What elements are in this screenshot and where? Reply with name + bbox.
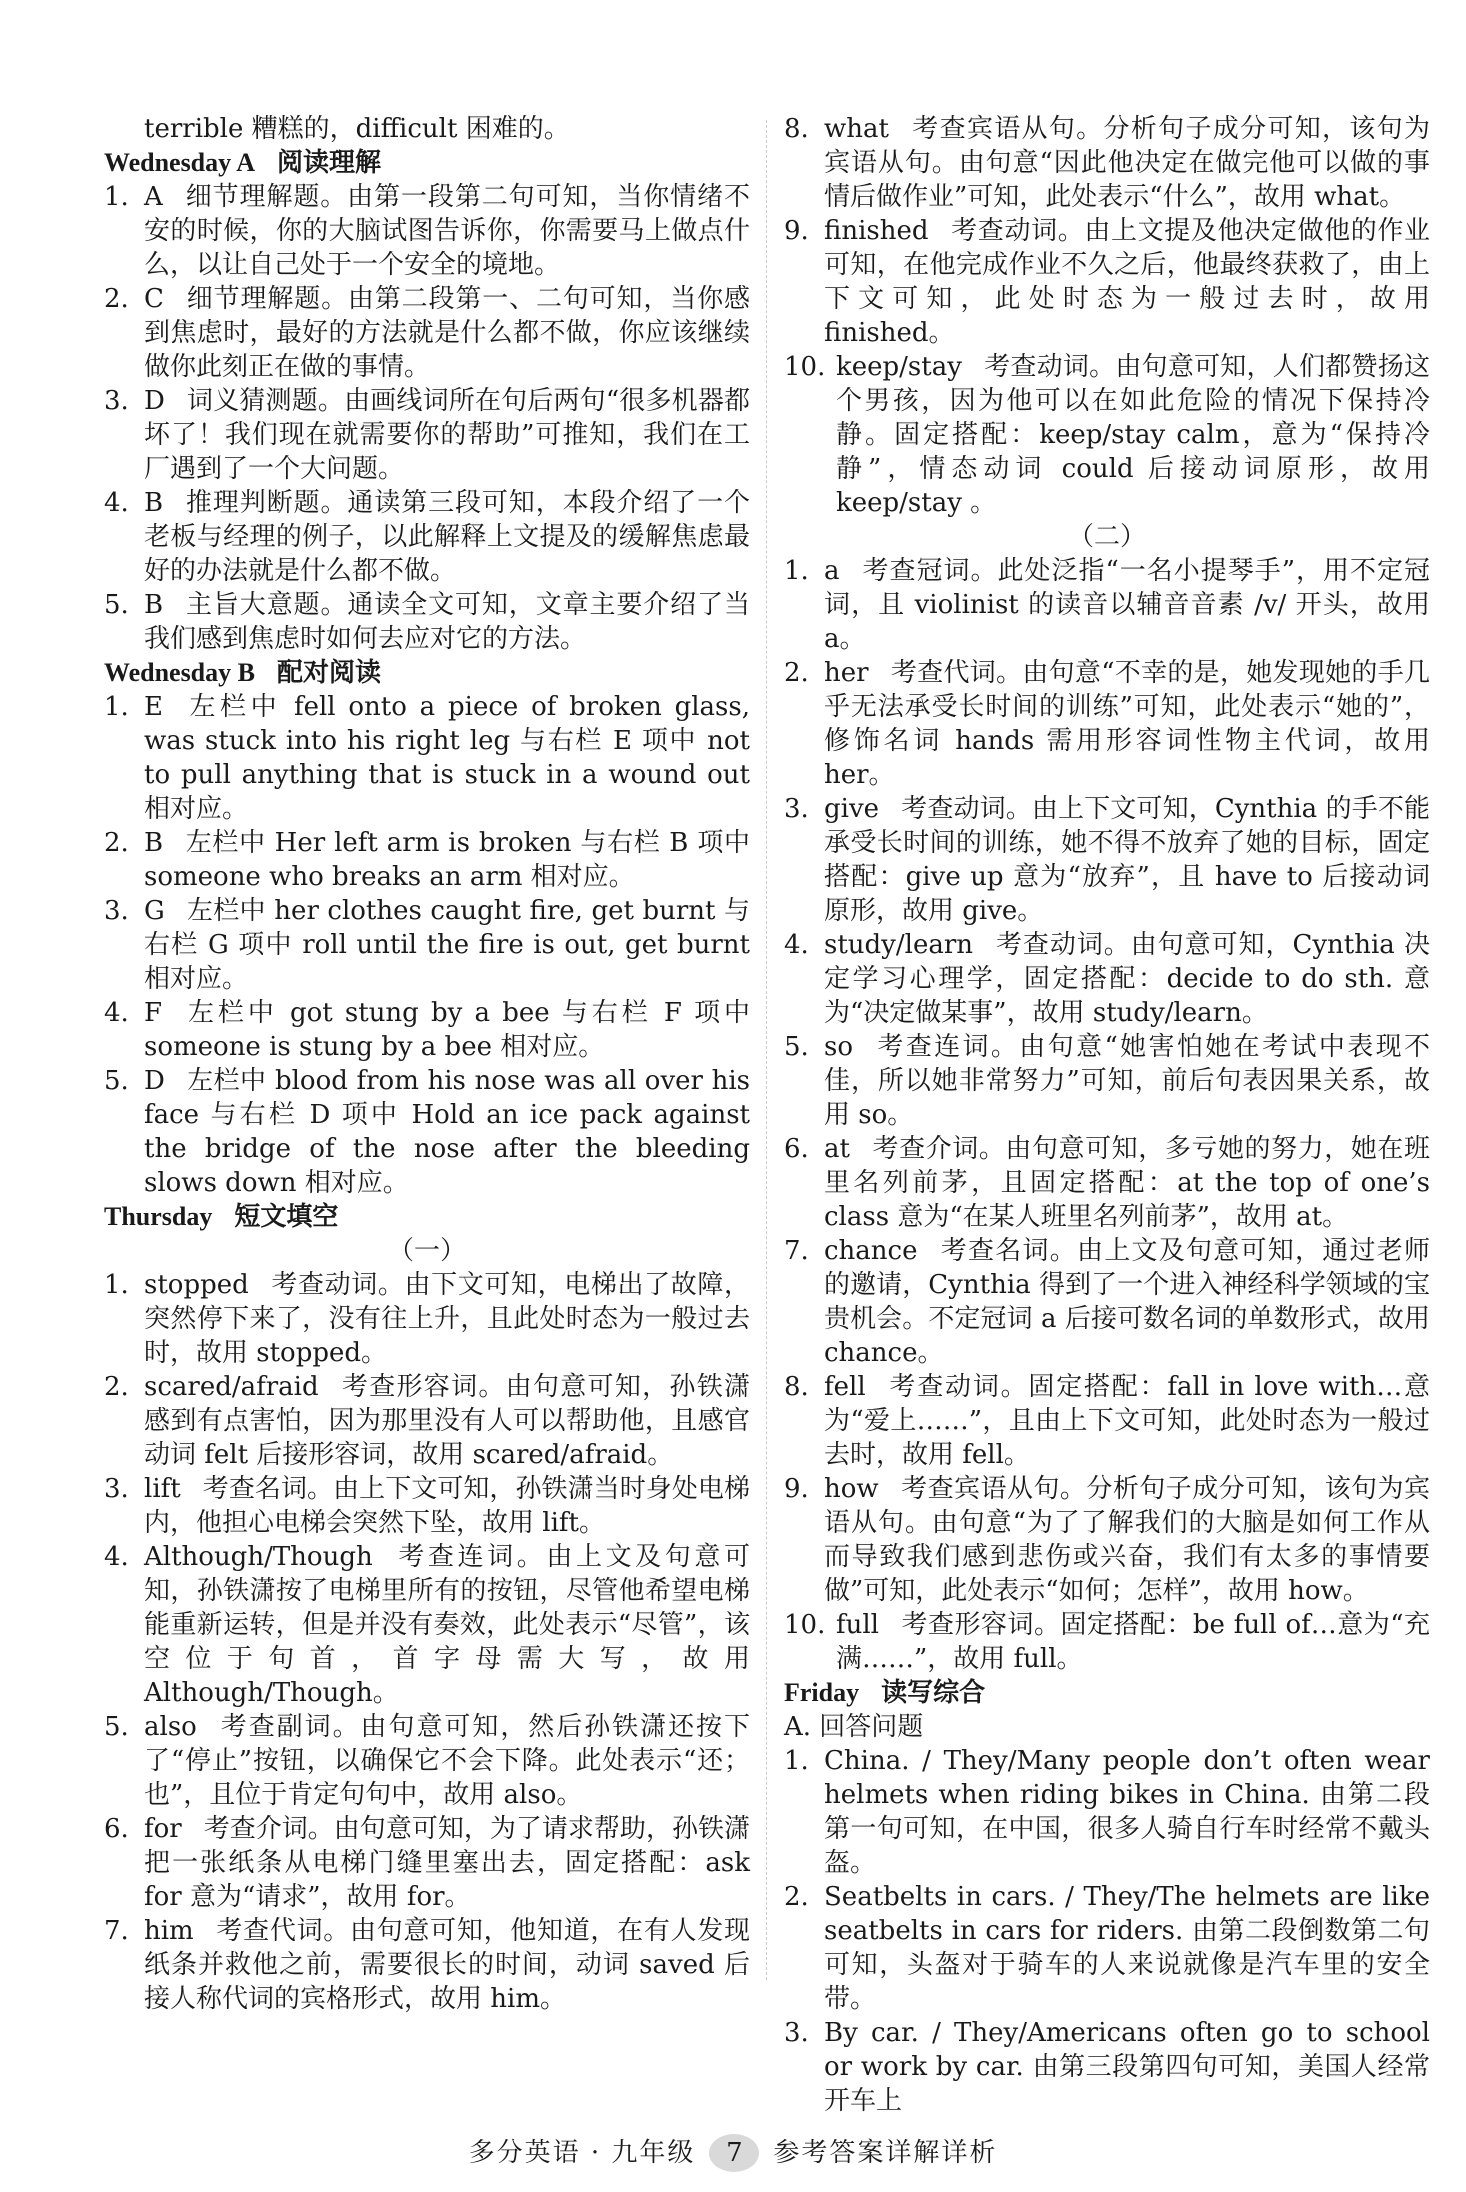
item-number: 1. bbox=[784, 556, 809, 586]
explanation-text: 考查形容词。固定搭配：be full of…意为“充满……”，故用 full。 bbox=[836, 1610, 1430, 1674]
answer-item bbox=[784, 554, 1430, 656]
explanation-text: 左栏中 her clothes caught fire, get burnt 与右栏 G 项中 roll until the fire is out, get burnt 相对应。 bbox=[144, 896, 750, 994]
answer-item bbox=[104, 384, 750, 486]
answer-key: at bbox=[824, 1134, 850, 1164]
sub-heading: A. 回答问题 bbox=[784, 1712, 924, 1742]
subsection-marker: （一） bbox=[387, 1236, 466, 1266]
answer-key: C bbox=[144, 284, 164, 314]
answer-item bbox=[784, 928, 1430, 1030]
answer-item bbox=[104, 1472, 750, 1540]
answer-item bbox=[784, 1132, 1430, 1234]
answer-item bbox=[104, 1710, 750, 1812]
answer-item bbox=[104, 588, 750, 656]
answer-item bbox=[784, 112, 1430, 214]
explanation-text: 考查介词。由句意可知，多亏她的努力，她在班里名列前茅，且固定搭配：at the top of one’s class 意为“在某人班里名列前茅”，故用 at。 bbox=[824, 1134, 1430, 1232]
explanation-text: 主旨大意题。通读全文可知，文章主要介绍了当我们感到焦虑时如何去应对它的方法。 bbox=[144, 590, 750, 654]
answer-key: her bbox=[824, 658, 869, 688]
answer-item bbox=[104, 180, 750, 282]
explanation-text: 词义猜测题。由画线词所在句后两句“很多机器都坏了！我们现在就需要你的帮助”可推知，我们在工厂遇到了一个大问题。 bbox=[144, 386, 750, 484]
explanation-text: 推理判断题。通读第三段可知，本段介绍了一个老板与经理的例子，以此解释上文提及的缓解焦虑最好的办法就是什么都不做。 bbox=[144, 488, 750, 586]
explanation-text: 考查名词。由上下文可知，孙铁潇当时身处电梯内，他担心电梯会突然下坠，故用 lift。 bbox=[144, 1474, 750, 1538]
item-number: 7. bbox=[784, 1236, 809, 1266]
left-column bbox=[104, 112, 750, 2016]
answer-key: what bbox=[824, 114, 889, 144]
answer-key: full bbox=[836, 1610, 879, 1640]
answer-key: a bbox=[824, 556, 840, 586]
answer-key: for bbox=[144, 1814, 182, 1844]
section-heading bbox=[784, 1676, 1430, 1710]
explanation-text: 考查动词。由上文提及他决定做他的作业可知，在他完成作业不久之后，他最终获救了，由上下文可知，此处时态为一般过去时，故用 finished。 bbox=[824, 216, 1430, 348]
answer-key: him bbox=[144, 1916, 194, 1946]
item-number: 4. bbox=[104, 1542, 129, 1572]
item-number: 8. bbox=[784, 1372, 809, 1402]
answer-item bbox=[104, 282, 750, 384]
explanation-text: 左栏中 blood from his nose was all over his face 与右栏 D 项中 Hold an ice pack against the bridge of the nose after the bleeding slows down 相对应。 bbox=[144, 1066, 750, 1198]
section-title: 参考答案详解详析 bbox=[773, 2138, 998, 2168]
answer-item bbox=[784, 350, 1430, 520]
item-number: 4. bbox=[104, 488, 129, 518]
answer-key: B bbox=[144, 590, 164, 620]
section-heading bbox=[104, 146, 750, 180]
answer-key: stopped bbox=[144, 1270, 249, 1300]
answer-item bbox=[104, 996, 750, 1064]
section-heading bbox=[104, 656, 750, 690]
explanation-text: 左栏中 got stung by a bee 与右栏 F 项中 someone is stung by a bee 相对应。 bbox=[144, 998, 750, 1062]
answer-item bbox=[104, 690, 750, 826]
item-number: 3. bbox=[104, 386, 129, 416]
answer-item bbox=[784, 1370, 1430, 1472]
item-number: 1. bbox=[784, 1746, 809, 1776]
answer-key: so bbox=[824, 1032, 853, 1062]
explanation-text: 考查动词。由下文可知，电梯出了故障，突然停下来了，没有往上升，且此处时态为一般过去时，故用 stopped。 bbox=[144, 1270, 750, 1368]
item-number: 5. bbox=[104, 1066, 129, 1096]
answer-key: scared/afraid bbox=[144, 1372, 319, 1402]
section-heading-en: Wednesday B bbox=[104, 658, 255, 687]
continuation-text: terrible 糟糕的，difficult 困难的。 bbox=[144, 114, 570, 144]
answer-item bbox=[104, 486, 750, 588]
explanation-text: 细节理解题。由第一段第二句可知，当你情绪不安的时候，你的大脑试图告诉你，你需要马上做点什么，以让自己处于一个安全的境地。 bbox=[144, 182, 750, 280]
answer-key: F bbox=[144, 998, 163, 1028]
answer-key: B bbox=[144, 828, 164, 858]
item-number: 2. bbox=[104, 828, 129, 858]
answer-item bbox=[784, 1472, 1430, 1608]
item-number: 10. bbox=[784, 1610, 826, 1640]
item-number: 2. bbox=[784, 1882, 809, 1912]
item-number: 2. bbox=[104, 1372, 129, 1402]
item-number: 4. bbox=[784, 930, 809, 960]
explanation-text: 考查名词。由上文及句意可知，通过老师的邀请，Cynthia 得到了一个进入神经科学领域的宝贵机会。不定冠词 a 后接可数名词的单数形式，故用 chance。 bbox=[824, 1236, 1430, 1368]
explanation-text: 考查介词。由句意可知，为了请求帮助，孙铁潇把一张纸条从电梯门缝里塞出去，固定搭配：ask for 意为“请求”，故用 for。 bbox=[144, 1814, 750, 1912]
item-number: 5. bbox=[784, 1032, 809, 1062]
explanation-text: 左栏中 Her left arm is broken 与右栏 B 项中 someone who breaks an arm 相对应。 bbox=[144, 828, 750, 892]
explanation-text: 考查冠词。此处泛指“一名小提琴手”，用不定冠词，且 violinist 的读音以辅音音素 /v/ 开头，故用 a。 bbox=[824, 556, 1430, 654]
item-number: 1. bbox=[104, 692, 129, 722]
answer-item bbox=[784, 2016, 1430, 2118]
item-number: 5. bbox=[104, 590, 129, 620]
right-column bbox=[784, 112, 1430, 2118]
answer-key: D bbox=[144, 1066, 165, 1096]
answer-item bbox=[784, 1880, 1430, 2016]
answer-item bbox=[104, 1812, 750, 1914]
answer-key: keep/stay bbox=[836, 352, 962, 382]
item-number: 3. bbox=[784, 794, 809, 824]
item-number: 4. bbox=[104, 998, 129, 1028]
item-number: 3. bbox=[784, 2018, 809, 2048]
explanation-text: China. / They/Many people don’t often wear helmets when riding bikes in China. 由第二段第一句可知，在中国，很多人骑自行车时经常不戴头盔。 bbox=[824, 1746, 1430, 1878]
answer-key: fell bbox=[824, 1372, 866, 1402]
answer-item bbox=[104, 1914, 750, 2016]
answer-key: how bbox=[824, 1474, 879, 1504]
answer-item bbox=[104, 1540, 750, 1710]
section-heading-zh: 读写综合 bbox=[881, 1678, 986, 1707]
item-number: 2. bbox=[104, 284, 129, 314]
explanation-text: 考查宾语从句。分析句子成分可知，该句为宾语从句。由句意“为了了解我们的大脑是如何工作从而导致我们感到悲伤或兴奋，我们有太多的事情要做”可知，此处表示“如何；怎样”，故用 how。 bbox=[824, 1474, 1430, 1606]
explanation-text: 考查代词。由句意可知，他知道，在有人发现纸条并救他之前，需要很长的时间，动词 saved 后接人称代词的宾格形式，故用 him。 bbox=[144, 1916, 750, 2014]
explanation-text: 考查代词。由句意“不幸的是，她发现她的手几乎无法承受长时间的训练”可知，此处表示“她的”，修饰名词 hands 需用形容词性物主代词，故用 her。 bbox=[824, 658, 1430, 790]
answer-item bbox=[104, 826, 750, 894]
page-footer bbox=[0, 2132, 1466, 2173]
section-heading-zh: 阅读理解 bbox=[277, 148, 382, 177]
explanation-text: Seatbelts in cars. / They/The helmets are like seatbelts in cars for riders. 由第二段倒数第二句可知，头盔对于骑车的人来说就像是汽车里的安全带。 bbox=[824, 1882, 1430, 2014]
answer-item bbox=[104, 1064, 750, 1200]
item-number: 9. bbox=[784, 216, 809, 246]
book-title: 多分英语 · 九年级 bbox=[468, 2138, 696, 2168]
item-number: 6. bbox=[104, 1814, 129, 1844]
item-number: 7. bbox=[104, 1916, 129, 1946]
answer-item bbox=[784, 1234, 1430, 1370]
explanation-text: 考查动词。固定搭配：fall in love with…意为“爱上……”，且由上下文可知，此处时态为一般过去时，故用 fell。 bbox=[824, 1372, 1430, 1470]
page-number: 7 bbox=[709, 2134, 759, 2172]
answer-key: G bbox=[144, 896, 165, 926]
answer-key: chance bbox=[824, 1236, 918, 1266]
explanation-text: 考查动词。由句意可知，人们都赞扬这个男孩，因为他可以在如此危险的情况下保持冷静。固定搭配：keep/stay calm，意为“保持冷静”，情态动词 could 后接动词原形，故用 keep/stay 。 bbox=[836, 352, 1430, 518]
answer-key: lift bbox=[144, 1474, 181, 1504]
explanation-text: 考查动词。由句意可知，Cynthia 决定学习心理学，固定搭配：decide to do sth. 意为“决定做某事”，故用 study/learn。 bbox=[824, 930, 1430, 1028]
answer-key: B bbox=[144, 488, 164, 518]
explanation-text: 考查动词。由上下文可知，Cynthia 的手不能承受长时间的训练，她不得不放弃了她的目标，固定搭配：give up 意为“放弃”，且 have to 后接动词原形，故用 give。 bbox=[824, 794, 1430, 926]
answer-key: finished bbox=[824, 216, 929, 246]
section-heading bbox=[104, 1200, 750, 1234]
answer-item bbox=[784, 656, 1430, 792]
explanation-text: 考查连词。由句意“她害怕她在考试中表现不佳，所以她非常努力”可知，前后句表因果关系，故用 so。 bbox=[824, 1032, 1430, 1130]
explanation-text: 考查副词。由句意可知，然后孙铁潇还按下了“停止”按钮，以确保它不会下降。此处表示“还；也”，且位于肯定句句中，故用 also。 bbox=[144, 1712, 750, 1810]
answer-key: D bbox=[144, 386, 165, 416]
answer-item bbox=[104, 1370, 750, 1472]
answer-item bbox=[784, 1744, 1430, 1880]
item-number: 9. bbox=[784, 1474, 809, 1504]
explanation-text: 考查形容词。由句意可知，孙铁潇感到有点害怕，因为那里没有人可以帮助他，且感官动词 felt 后接形容词，故用 scared/afraid。 bbox=[144, 1372, 750, 1470]
subsection-marker: （二） bbox=[1067, 522, 1146, 552]
item-number: 1. bbox=[104, 182, 129, 212]
item-number: 8. bbox=[784, 114, 809, 144]
column-divider bbox=[766, 120, 768, 1980]
answer-key: Although/Though bbox=[144, 1542, 373, 1572]
item-number: 1. bbox=[104, 1270, 129, 1300]
answer-key: A bbox=[144, 182, 163, 212]
section-heading-en: Thursday bbox=[104, 1202, 213, 1231]
answer-item bbox=[784, 214, 1430, 350]
answer-item bbox=[104, 1268, 750, 1370]
explanation-text: 考查宾语从句。分析句子成分可知，该句为宾语从句。由句意“因此他决定在做完他可以做的事情后做作业”可知，此处表示“什么”，故用 what。 bbox=[824, 114, 1430, 212]
item-number: 5. bbox=[104, 1712, 129, 1742]
section-heading-zh: 配对阅读 bbox=[277, 658, 382, 687]
answer-key: study/learn bbox=[824, 930, 974, 960]
item-number: 6. bbox=[784, 1134, 809, 1164]
answer-key: E bbox=[144, 692, 163, 722]
explanation-text: By car. / They/Americans often go to school or work by car. 由第三段第四句可知，美国人经常开车上 bbox=[824, 2018, 1430, 2116]
explanation-text: 细节理解题。由第二段第一、二句可知，当你感到焦虑时，最好的方法就是什么都不做，你应该继续做你此刻正在做的事情。 bbox=[144, 284, 750, 382]
answer-item bbox=[784, 792, 1430, 928]
explanation-text: 考查连词。由上文及句意可知，孙铁潇按了电梯里所有的按钮，尽管他希望电梯能重新运转，但是并没有奏效，此处表示“尽管”，该空位于句首，首字母需大写，故用 Although/Though。 bbox=[144, 1542, 750, 1708]
answer-item bbox=[784, 1608, 1430, 1676]
item-number: 3. bbox=[104, 896, 129, 926]
answer-key: give bbox=[824, 794, 880, 824]
answer-key: also bbox=[144, 1712, 197, 1742]
explanation-text: 左栏中 fell onto a piece of broken glass, was stuck into his right leg 与右栏 E 项中 not to pull anything that is stuck in a wound out 相对应。 bbox=[144, 692, 750, 824]
answer-item bbox=[784, 1030, 1430, 1132]
item-number: 2. bbox=[784, 658, 809, 688]
item-number: 3. bbox=[104, 1474, 129, 1504]
section-heading-zh: 短文填空 bbox=[234, 1202, 339, 1231]
section-heading-en: Friday bbox=[784, 1678, 860, 1707]
item-number: 10. bbox=[784, 352, 826, 382]
answer-item bbox=[104, 894, 750, 996]
section-heading-en: Wednesday A bbox=[104, 148, 255, 177]
